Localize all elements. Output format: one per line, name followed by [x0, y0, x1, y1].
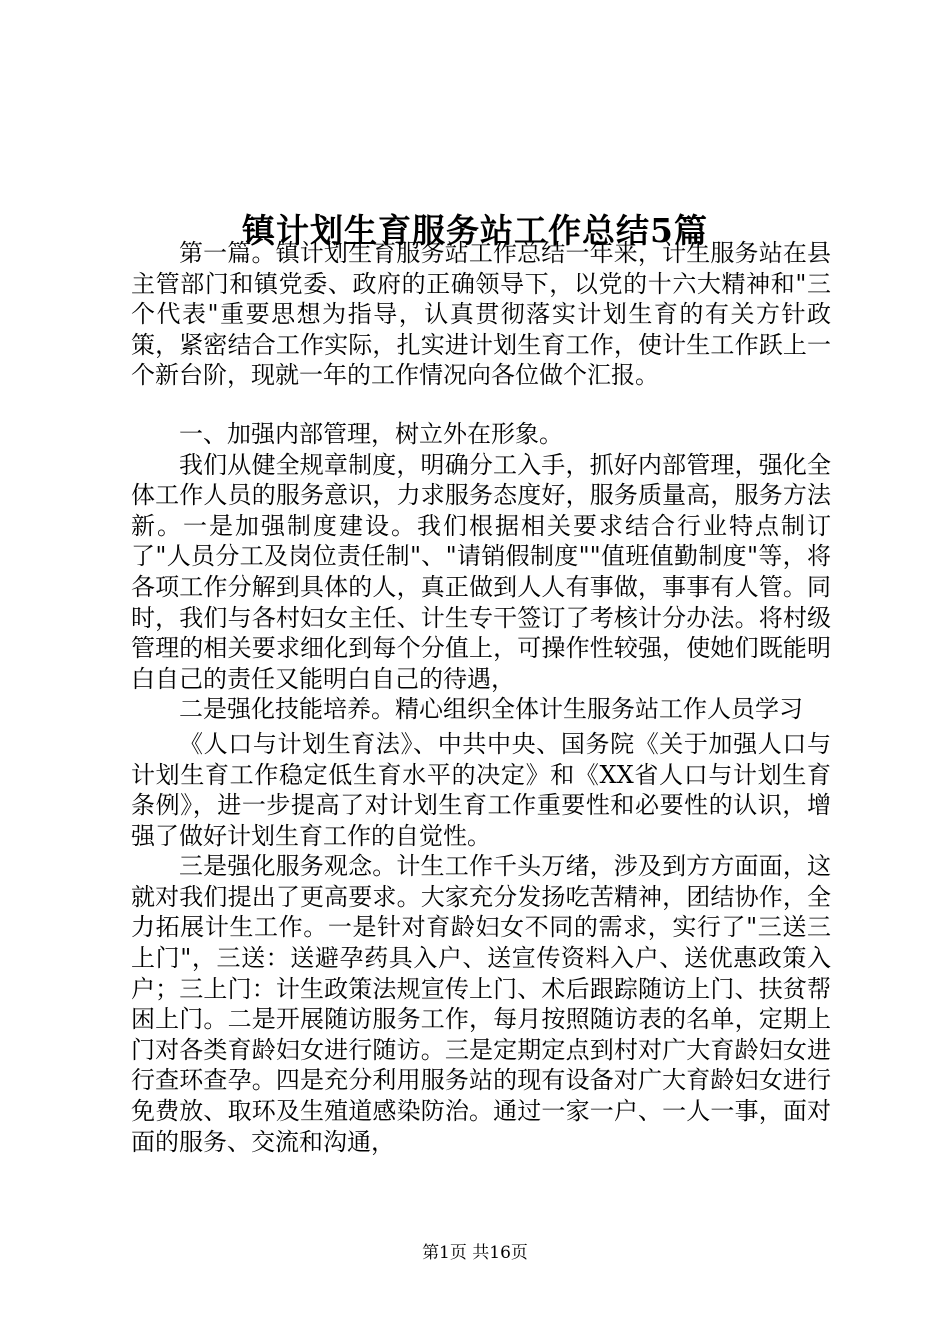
paragraph-intro: 第一篇。镇计划生育服务站工作总结一年来，计生服务站在县主管部门和镇党委、政府的正确领导下，以党的十六大精神和"三个代表"重要思想为指导，认真贯彻落实计划生育的有关方针政策，紧密结合工作实际，扎实进计划生育工作，使计生工作跃上一个新台阶，现就一年的工作情况向各位做个汇报。	[131, 239, 831, 390]
paragraph-skill-training: 二是强化技能培养。精心组织全体计生服务站工作人员学习	[179, 695, 803, 724]
document-title: 镇计划生育服务站工作总结5篇	[242, 211, 708, 251]
paragraph-section-heading: 一、加强内部管理，树立外在形象。	[179, 419, 563, 448]
document-body	[131, 238, 831, 1157]
paragraph-internal-management: 我们从健全规章制度，明确分工入手，抓好内部管理，强化全体工作人员的服务意识，力求服务态度好，服务质量高，服务方法新。一是加强制度建设。我们根据相关要求结合行业特点制订了"人员分工及岗位责任制"、"请销假制度""值班值勤制度"等，将各项工作分解到具体的人，真正做到人人有事做，事事有人管。同时，我们与各村妇女主任、计生专干签订了考核计分办法。将村级管理的相关要求细化到每个分值上，可操作性较强，使她们既能明白自己的责任又能明白自己的待遇，	[131, 450, 831, 693]
page-number-footer: 第1页 共16页	[422, 1243, 528, 1263]
paragraph-laws-study: 《人口与计划生育法》、中共中央、国务院《关于加强人口与计划生育工作稳定低生育水平的决定》和《XX省人口与计划生育条例》，进一步提高了对计划生育工作重要性和必要性的认识，增强了做好计划生育工作的自觉性。	[131, 729, 831, 850]
paragraph-service-concept: 三是强化服务观念。计生工作千头万绪，涉及到方方面面，这就对我们提出了更高要求。大家充分发扬吃苦精神，团结协作，全力拓展计生工作。一是针对育龄妇女不同的需求，实行了"三送三上门"，三送：送避孕药具入户、送宣传资料入户、送优惠政策入户；三上门：计生政策法规宣传上门、术后跟踪随访上门、扶贫帮困上门。二是开展随访服务工作，每月按照随访表的名单，定期上门对各类育龄妇女进行随访。三是定期定点到村对广大育龄妇女进行查环查孕。四是充分利用服务站的现有设备对广大育龄妇女进行免费放、取环及生殖道感染防治。通过一家一户、一人一事，面对面的服务、交流和沟通，	[131, 852, 831, 1156]
